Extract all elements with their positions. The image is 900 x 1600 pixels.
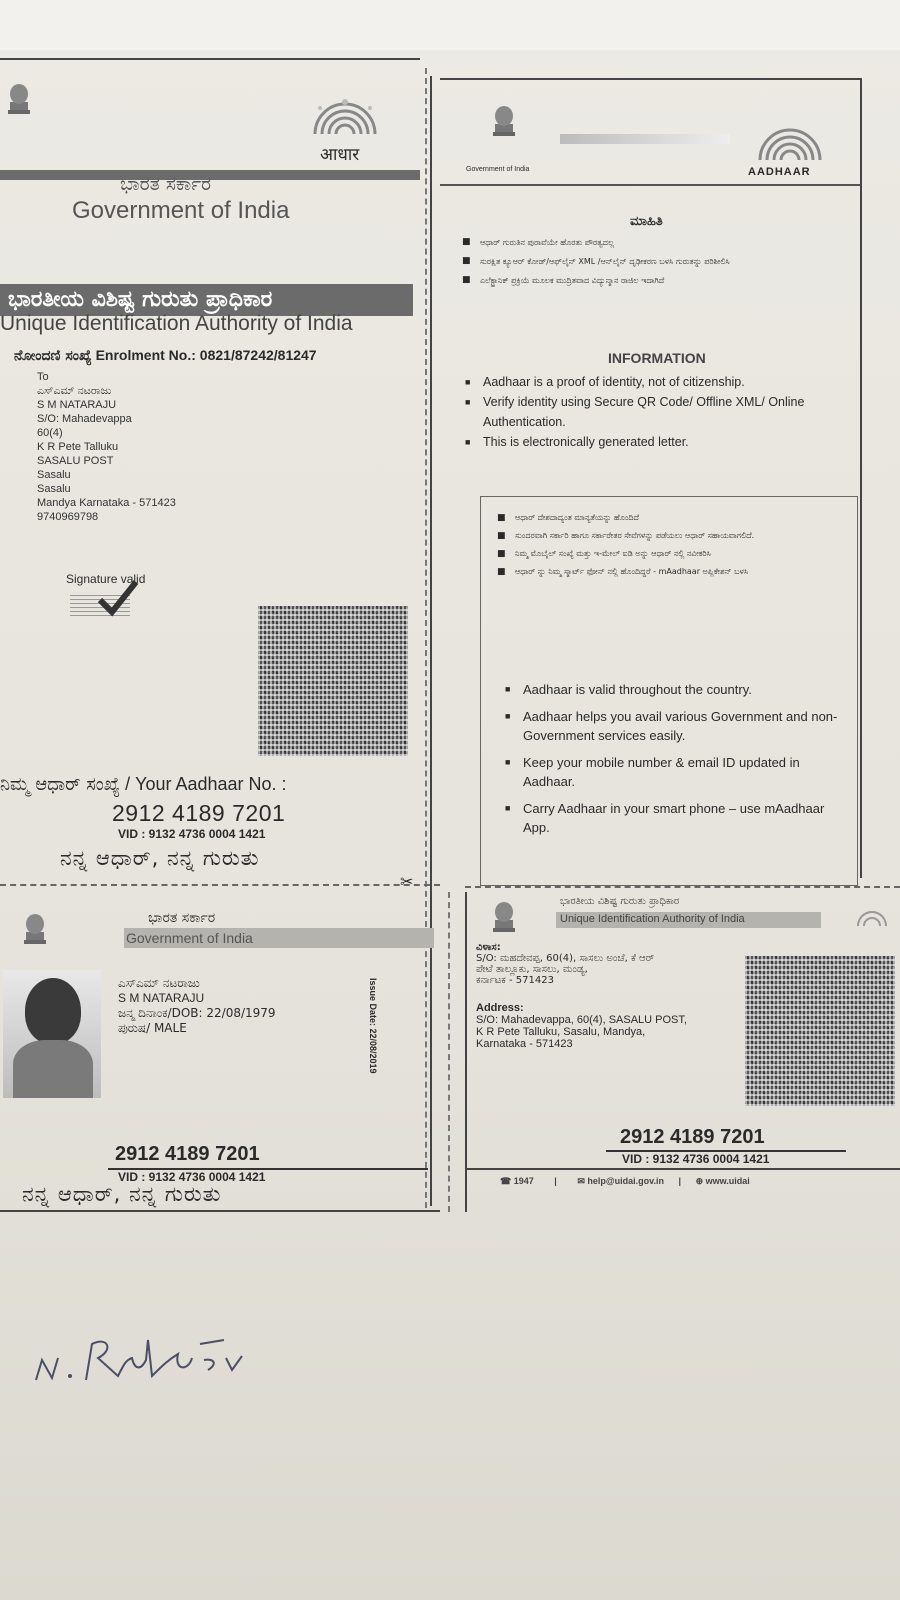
- card-aadhaar-number: 2912 4189 7201: [115, 1143, 260, 1165]
- right-header-line: [440, 184, 860, 186]
- card-cut-line-right: [465, 886, 900, 888]
- address-line: ಎಸ್‌ಎಮ್ ನಟರಾಜು: [37, 385, 112, 397]
- card-gov-kannada: ಭಾರತ ಸರ್ಕಾರ: [148, 910, 216, 926]
- info-title-kannada: ಮಾಹಿತಿ: [630, 214, 663, 229]
- card-gov-english: Government of India: [126, 930, 253, 946]
- logo-hindi-text: आधार: [320, 145, 360, 165]
- info-kannada-list: [462, 236, 802, 293]
- gov-of-india-small: Government of India: [466, 166, 530, 173]
- tip-kannada-item: ■ ಆಧಾರ್ ನ್ನು ನಿಮ್ಮ ಸ್ಮಾರ್ಟ್ ಫೋನ್ ನಲ್ಲಿ ಹೊಂದಿದ್ದರೆ - mAadhaar ಅಪ್ಲಿಕೇಶನ್ ಬಳಸಿ: [497, 566, 837, 578]
- to-label: To: [37, 371, 49, 383]
- vid-letter: VID : 9132 4736 0004 1421: [118, 827, 266, 841]
- info-kannada-item: ■ ಎಲೆಕ್ಟ್ರಾನಿಕ್ ಪ್ರಕ್ರಿಯೆ ಮೂಲಕ ಮುದ್ರಿತವಾದ ವಿದ್ಯುನ್ಮಾನ ರಾಜಿಲ ಇದಾಗಿದೆ: [462, 274, 802, 287]
- card-details: [118, 976, 378, 1036]
- address-line: 9740969798: [37, 511, 99, 523]
- header-stripe: [560, 134, 730, 144]
- card-fold-line-2: [465, 892, 467, 1212]
- aadhaar-logo-right-icon: [740, 120, 840, 170]
- info-english-list: [465, 372, 875, 452]
- card-name: S M NATARAJU: [118, 991, 205, 1005]
- enrolment-line: ನೋಂದಣಿ ಸಂಖ್ಯೆ Enrolment No.: 0821/87242/81247: [14, 347, 317, 364]
- info-title: INFORMATION: [608, 350, 706, 366]
- card-back-address: [476, 1002, 746, 1050]
- info-item: ■ Verify identity using Secure QR Code/ Offline XML/ Online Authentication.: [465, 392, 875, 432]
- card-back-aadhaar-logo-icon: [852, 900, 892, 930]
- qr-code-letter: [258, 606, 408, 756]
- card-gender: ಪುರುಷ/ MALE: [118, 1021, 187, 1035]
- help-email: help@uidai.gov.in: [587, 1176, 665, 1186]
- mail-icon: ✉: [577, 1176, 585, 1186]
- address-kannada-lines: [476, 953, 736, 986]
- address-kannada-line: S/O: ಮಹದೇವಪ್ಪ, 60(4), ಸಾಸಲು ಅಂಚೆ, ಕೆ ಆರ್: [476, 953, 655, 964]
- card-back-uidai-kannada: ಭಾರತೀಯ ವಿಶಿಷ್ಟ ಗುರುತು ಪ್ರಾಧಿಕಾರ: [560, 896, 680, 907]
- helpline: 1947: [513, 1176, 534, 1186]
- card-name-kannada: ಎಸ್‌ಎಮ್ ನಟರಾಜು: [118, 976, 200, 990]
- tip-item: ■ Aadhaar is valid throughout the country.: [505, 680, 850, 699]
- letter-frame: [0, 58, 900, 1228]
- address-label: Address:: [476, 1002, 524, 1014]
- center-fold-line: [430, 76, 432, 1206]
- card-fold-line: [448, 892, 450, 1212]
- tip-item: ■ Keep your mobile number & email ID updated in Aadhaar.: [505, 753, 850, 791]
- check-mark-icon: [96, 578, 140, 618]
- address-line: Sasalu: [37, 483, 71, 495]
- info-kannada-item: ■ ಆಧಾರ್ ಗುರುತಿನ ಪುರಾವೆಯೇ ಹೊರತು ಪೌರತ್ವದಲ್ಲ: [462, 236, 802, 249]
- address-line: SASALU POST: [37, 455, 114, 467]
- aadhaar-number-letter: 2912 4189 7201: [112, 800, 286, 826]
- card-emblem-icon: [18, 910, 52, 956]
- phone-icon: ☎: [500, 1176, 512, 1186]
- card-tagline: ನನ್ನ ಆಧಾರ್, ನನ್ನ ಗುರುತು: [22, 1182, 222, 1206]
- address-line: K R Pete Talluku, Sasalu, Mandya,: [476, 1026, 646, 1038]
- card-back-uidai: Unique Identification Authority of India: [560, 913, 745, 925]
- tips-english-list: [505, 680, 850, 845]
- address-line: 60(4): [37, 427, 63, 439]
- tip-item: ■ Aadhaar helps you avail various Government and non-Government services easily.: [505, 707, 850, 745]
- card-issue-date-vertical: Issue Date: 22/08/2019: [368, 978, 378, 1074]
- info-kannada-item: ■ ಸುರಕ್ಷಿತ ಕ್ಯೂಆರ್ ಕೋಡ್/ಆಫ್‌ಲೈನ್ XML /ಆನ್‌ಲೈನ್ ದೃಢೀಕರಣ ಬಳಸಿ ಗುರುತನ್ನು ಪರಿಶೀಲಿಸಿ: [462, 255, 802, 268]
- uidai-english: Unique Identification Authority of India: [0, 312, 353, 335]
- tip-kannada-item: ■ ನಿಮ್ಮ ಮೊಬೈಲ್ ಸಂಖ್ಯೆ ಮತ್ತು ಇ-ಮೇಲ್ ಐಡಿ ಅನ್ನು ಆಧಾರ್ ನಲ್ಲಿ ನವೀಕರಿಸಿ: [497, 548, 837, 560]
- recipient-address: [37, 370, 237, 524]
- your-aadhaar-label: ನಿಮ್ಮ ಆಧಾರ್ ಸಂಖ್ಯೆ / Your Aadhaar No. :: [0, 774, 287, 795]
- address-line: Sasalu: [37, 469, 71, 481]
- address-line: S M NATARAJU: [37, 399, 117, 411]
- address-line: Mandya Karnataka - 571423: [37, 497, 176, 509]
- top-border-left: [0, 58, 420, 60]
- card-back-aadhaar-number: 2912 4189 7201: [620, 1126, 765, 1148]
- gov-kannada: ಭಾರತ ಸರ್ಕಾರ: [120, 173, 212, 195]
- top-border-right: [440, 78, 860, 80]
- address-english-lines: [476, 1014, 746, 1050]
- card-back-vid: VID : 9132 4736 0004 1421: [622, 1152, 770, 1166]
- ashoka-emblem-icon: [2, 80, 36, 126]
- tip-kannada-item: ■ ಆಧಾರ್ ದೇಶದಾದ್ಯಂತ ಮಾನ್ಯತೆಯನ್ನು ಹೊಂದಿದೆ: [497, 512, 837, 524]
- tip-kannada-item: ■ ಸುಂದರವಾಗಿ ಸರ್ಕಾರಿ ಹಾಗೂ ಸರ್ಕಾರೇತರ ಸೇವೆಗಳನ್ನು ಪಡೆಯಲು ಆಧಾರ್ ಸಹಾಯವಾಗಲಿದೆ.: [497, 530, 837, 542]
- card-back-emblem-icon: [487, 898, 521, 944]
- info-item: ■ Aadhaar is a proof of identity, not of citizenship.: [465, 372, 875, 392]
- address-line: S/O: Mahadevappa: [37, 413, 132, 425]
- qr-code-card: [745, 956, 895, 1106]
- background-wall: [0, 0, 900, 50]
- card-vid: VID : 9132 4736 0004 1421: [118, 1170, 266, 1184]
- address-line: S/O: Mahadevappa, 60(4), SASALU POST,: [476, 1014, 687, 1026]
- address-kannada-line: ಕರ್ನಾಟಕ - 571423: [476, 975, 554, 986]
- info-item: ■ This is electronically generated letter.: [465, 432, 875, 452]
- address-lines: [37, 384, 237, 524]
- signature-valid-label: Signature valid: [66, 572, 146, 586]
- right-border: [860, 78, 862, 878]
- gov-english: Government of India: [72, 197, 290, 224]
- address-kannada-line: ಪೇಟೆ ತಾಲ್ಲೂಕು, ಸಾಸಲು, ಮಂಡ್ಯ,: [476, 964, 588, 975]
- card-front-bottom-border: [0, 1210, 440, 1212]
- website: www.uidai: [705, 1176, 750, 1186]
- card-cut-line-left: [0, 884, 440, 886]
- scissors-icon: ✂: [400, 874, 414, 891]
- card-back-footer-line: [466, 1168, 900, 1170]
- card-back-address-kannada: [476, 942, 736, 986]
- card-dob: ಜನ್ಮ ದಿನಾಂಕ/DOB: 22/08/1979: [118, 1006, 276, 1020]
- uidai-kannada-bar: ಭಾರತೀಯ ವಿಶಿಷ್ಟ ಗುರುತು ಪ್ರಾಧಿಕಾರ: [0, 284, 413, 316]
- card-photo: [3, 970, 101, 1098]
- address-line: K R Pete Talluku: [37, 441, 119, 453]
- aadhaar-logo-text: AADHAAR: [748, 166, 811, 178]
- address-label-kannada: ವಿಳಾಸ:: [476, 942, 501, 953]
- handwritten-signature: [28, 1300, 288, 1390]
- tips-kannada-list: [497, 512, 837, 584]
- card-back-footer: ☎ 1947 | ✉ help@uidai.gov.in | ⊕ www.uidai: [500, 1176, 750, 1186]
- tagline-letter: ನನ್ನ ಆಧಾರ್, ನನ್ನ ಗುರುತು: [60, 846, 260, 870]
- tip-item: ■ Carry Aadhaar in your smart phone – use mAadhaar App.: [505, 799, 850, 837]
- ashoka-emblem-right-icon: [487, 102, 521, 148]
- address-line: Karnataka - 571423: [476, 1038, 573, 1050]
- center-cut-line: [425, 68, 427, 1208]
- globe-icon: ⊕: [695, 1176, 704, 1186]
